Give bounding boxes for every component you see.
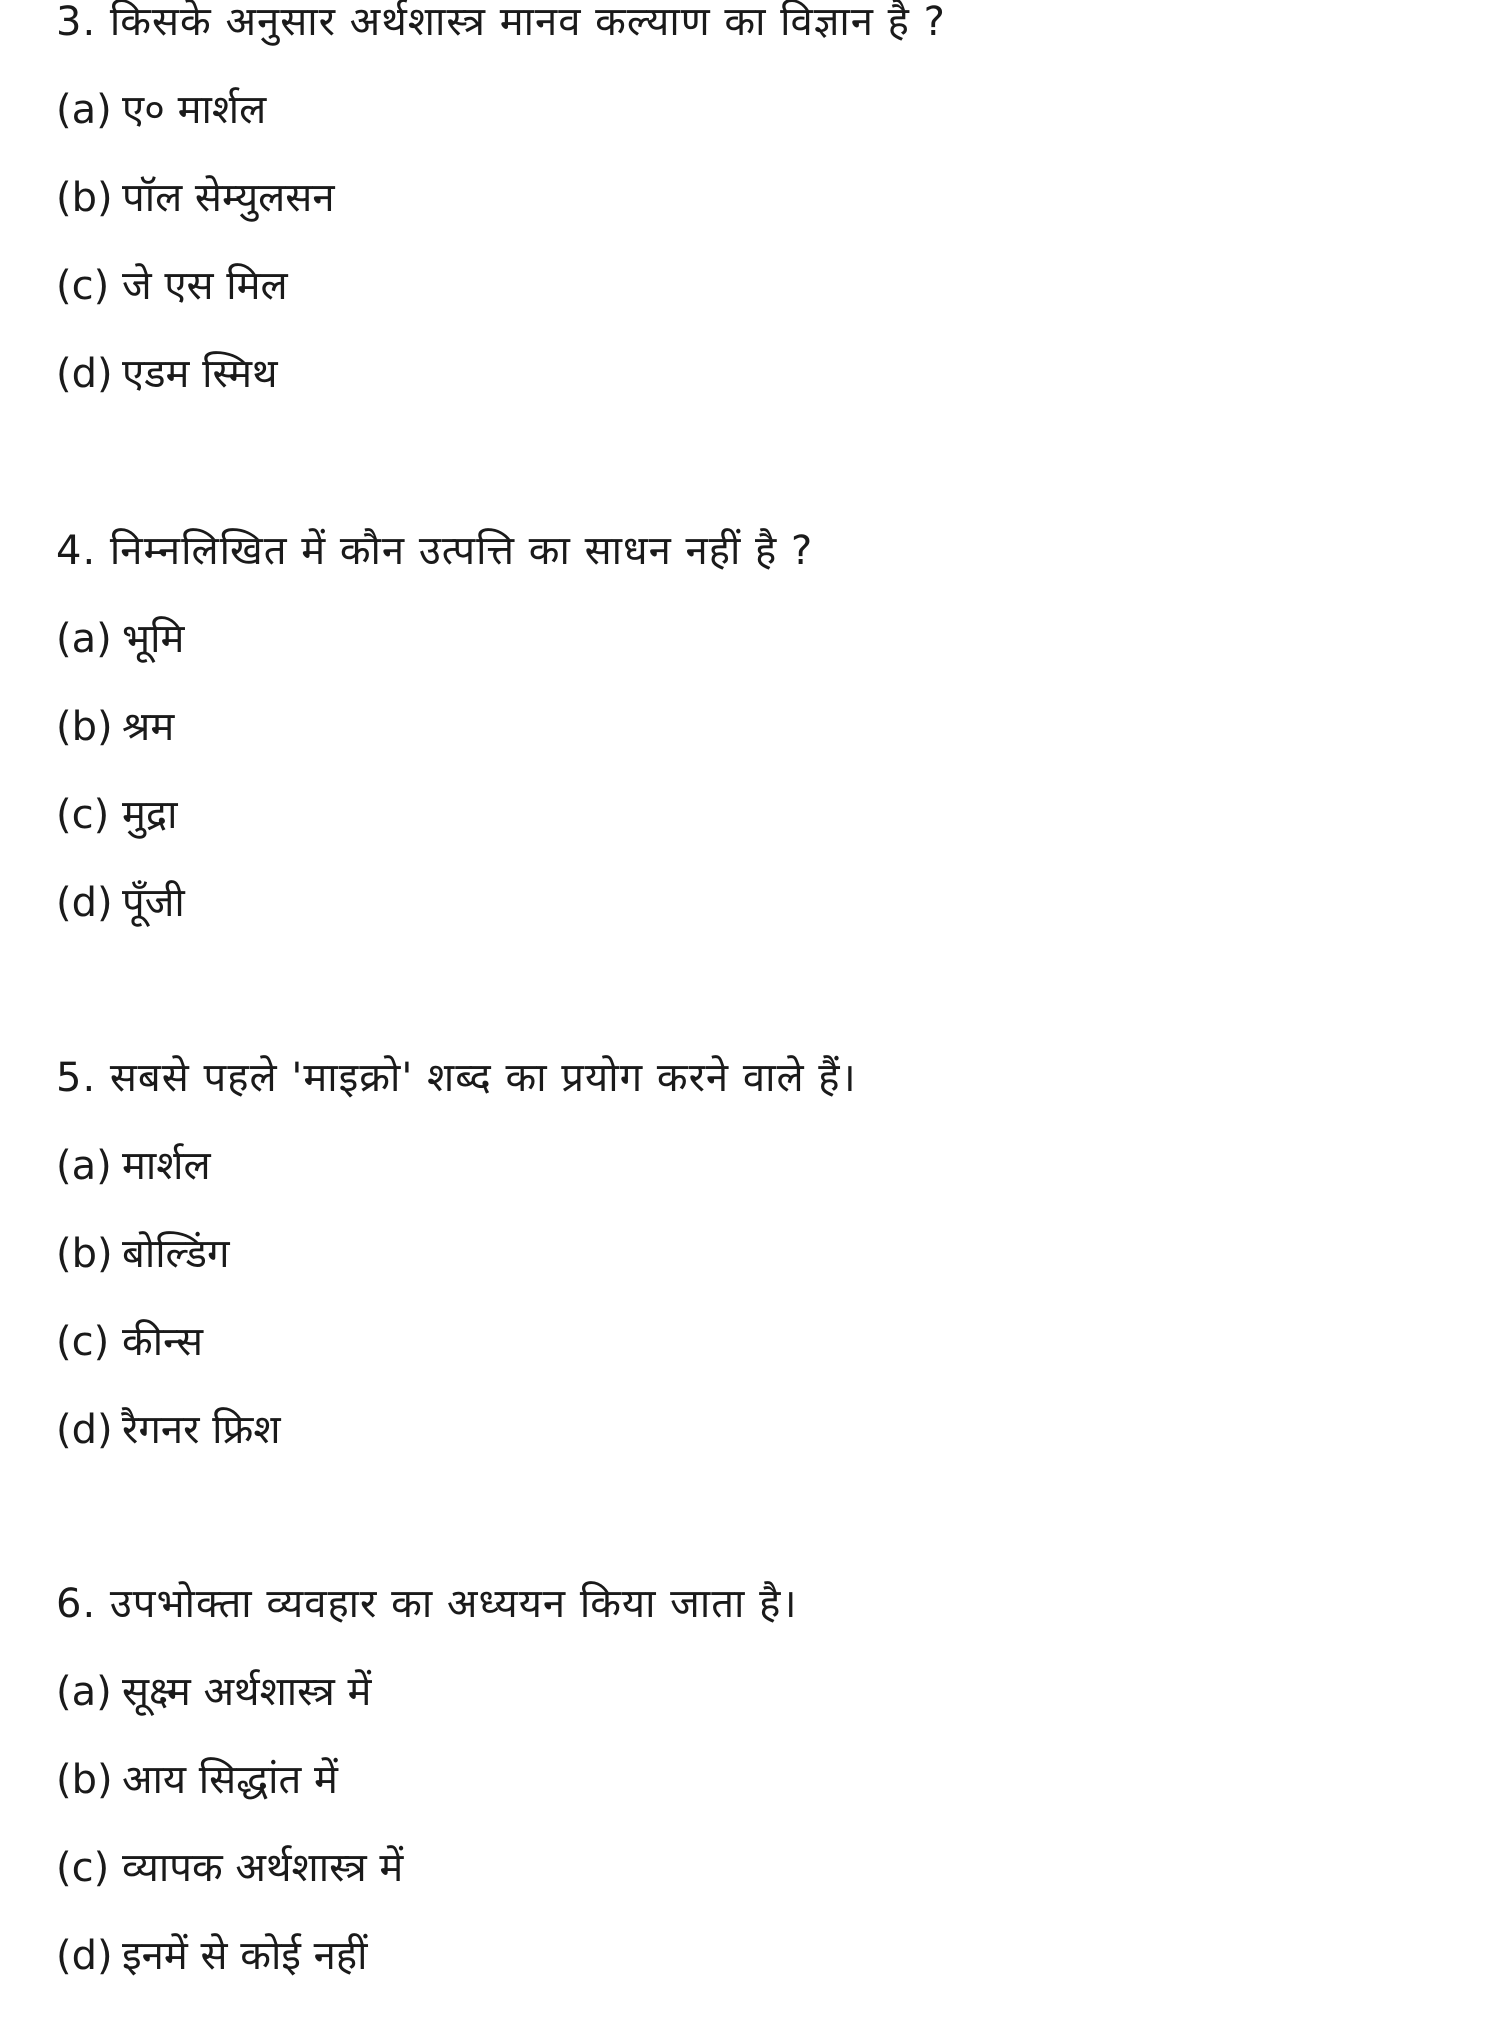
option-text: पूँजी	[122, 880, 185, 926]
question-3	[56, 0, 1456, 418]
option-text: मार्शल	[122, 1143, 211, 1189]
option-letter: (a)	[56, 1669, 112, 1715]
question-3-option-b	[56, 154, 1456, 242]
option-letter: (d)	[56, 351, 113, 397]
option-letter: (a)	[56, 1143, 112, 1189]
option-text: कीन्स	[122, 1319, 203, 1365]
question-3-option-a	[56, 66, 1456, 154]
option-letter: (d)	[56, 1933, 113, 1979]
option-letter: (b)	[56, 1757, 113, 1803]
option-text: पॉल सेम्युलसन	[122, 175, 335, 221]
question-text: निम्नलिखित में कौन उत्पत्ति का साधन नहीं है ?	[109, 528, 814, 574]
question-5	[56, 1034, 1456, 1474]
question-6-text	[56, 1560, 1456, 1648]
question-6-option-c	[56, 1824, 1456, 1912]
option-text: श्रम	[122, 704, 175, 750]
option-letter: (b)	[56, 175, 113, 221]
question-6-option-d	[56, 1912, 1456, 2000]
option-letter: (c)	[56, 263, 110, 309]
option-letter: (a)	[56, 616, 112, 662]
question-3-option-d	[56, 330, 1456, 418]
question-4-option-d	[56, 859, 1456, 947]
option-letter: (d)	[56, 880, 113, 926]
question-6	[56, 1560, 1456, 2000]
option-text: आय सिद्धांत में	[122, 1757, 338, 1803]
option-letter: (c)	[56, 1319, 110, 1365]
option-letter: (c)	[56, 1845, 110, 1891]
option-text: जे एस मिल	[122, 263, 288, 309]
option-text: इनमें से कोई नहीं	[122, 1933, 368, 1979]
question-text: किसके अनुसार अर्थशास्त्र मानव कल्याण का विज्ञान है ?	[109, 0, 946, 45]
option-letter: (a)	[56, 87, 112, 133]
question-3-text	[56, 0, 1456, 66]
option-text: व्यापक अर्थशास्त्र में	[122, 1845, 404, 1891]
option-letter: (d)	[56, 1407, 113, 1453]
option-text: सूक्ष्म अर्थशास्त्र में	[122, 1669, 372, 1715]
question-4	[56, 507, 1456, 947]
option-text: भूमि	[122, 616, 185, 662]
question-4-option-a	[56, 595, 1456, 683]
question-5-option-d	[56, 1386, 1456, 1474]
option-text: मुद्रा	[122, 792, 178, 838]
question-number: 4.	[56, 528, 97, 574]
question-3-option-c	[56, 242, 1456, 330]
question-number: 3.	[56, 0, 97, 45]
question-4-option-c	[56, 771, 1456, 859]
question-6-option-b	[56, 1736, 1456, 1824]
option-text: रैगनर फ्रिश	[122, 1407, 281, 1453]
question-text: उपभोक्ता व्यवहार का अध्ययन किया जाता है।	[109, 1581, 798, 1627]
question-number: 6.	[56, 1581, 97, 1627]
option-text: एडम स्मिथ	[122, 351, 278, 397]
question-5-option-b	[56, 1210, 1456, 1298]
question-number: 5.	[56, 1055, 97, 1101]
option-letter: (c)	[56, 792, 110, 838]
question-5-option-a	[56, 1122, 1456, 1210]
question-6-option-a	[56, 1648, 1456, 1736]
option-letter: (b)	[56, 1231, 113, 1277]
option-text: बोल्डिंग	[122, 1231, 230, 1277]
question-5-option-c	[56, 1298, 1456, 1386]
question-5-text	[56, 1034, 1456, 1122]
option-letter: (b)	[56, 704, 113, 750]
question-text: सबसे पहले 'माइक्रो' शब्द का प्रयोग करने वाले हैं।	[109, 1055, 857, 1101]
question-4-text	[56, 507, 1456, 595]
option-text: ए० मार्शल	[122, 87, 267, 133]
question-4-option-b	[56, 683, 1456, 771]
